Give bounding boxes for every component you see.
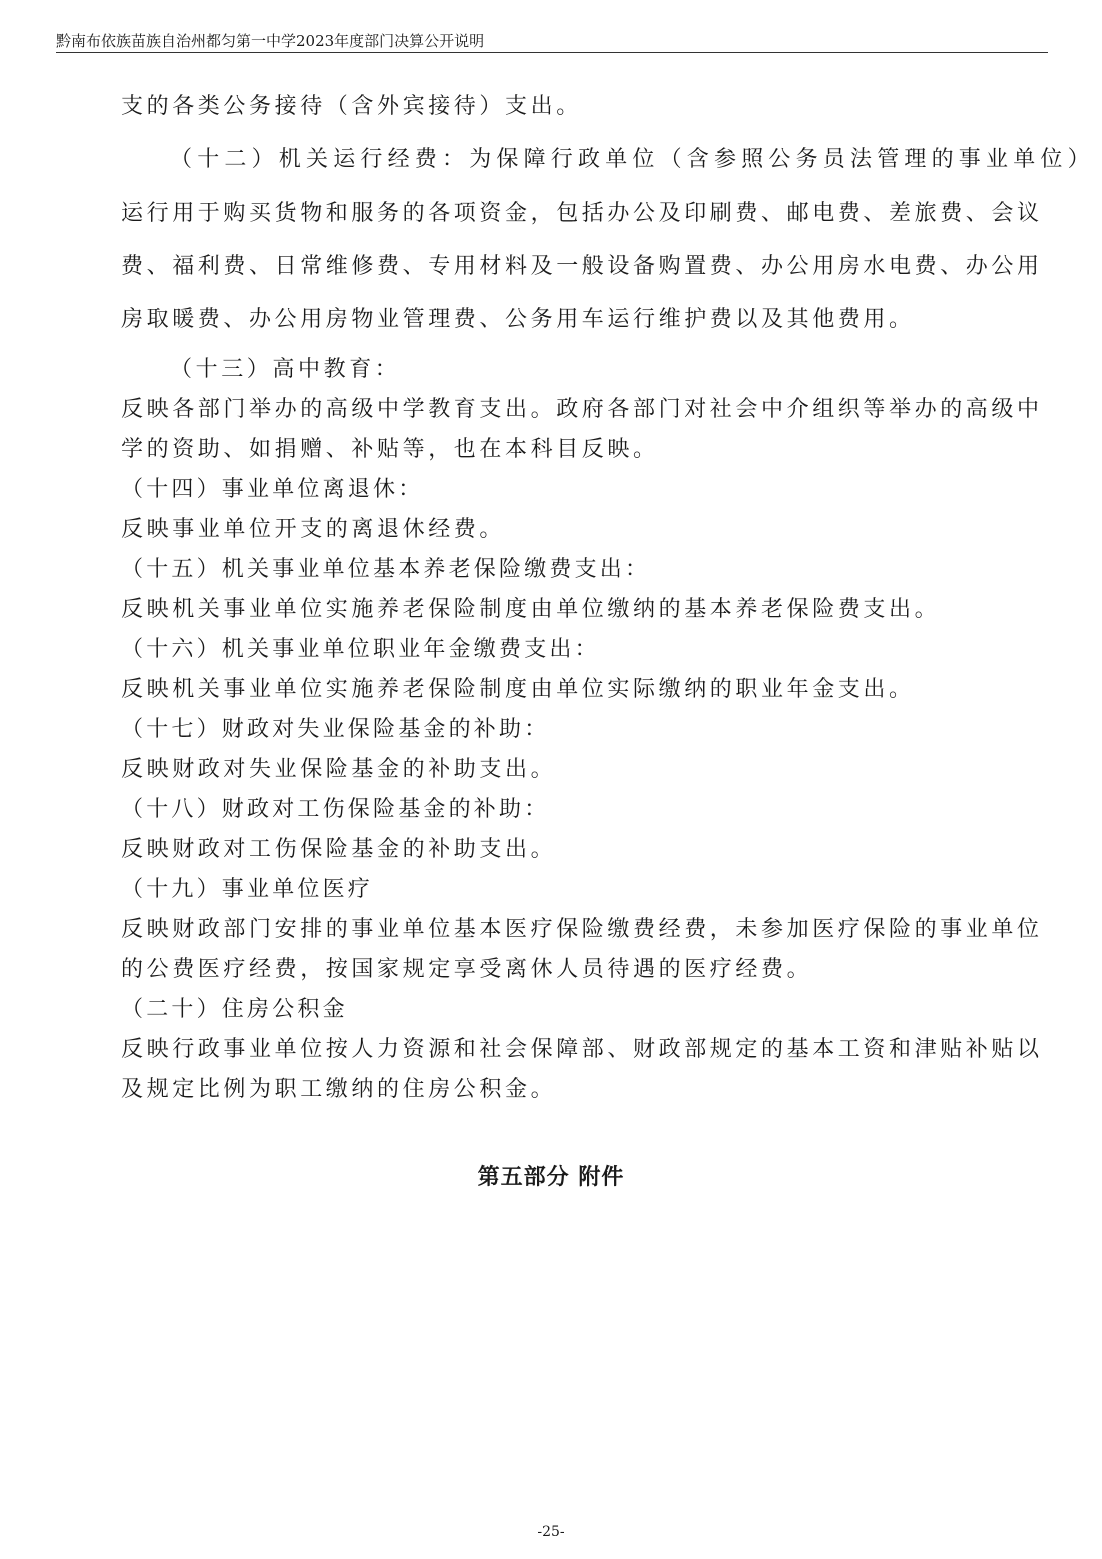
body-line: 及规定比例为职工缴纳的住房公积金。 bbox=[121, 1077, 557, 1102]
section-title: 第五部分 附件 bbox=[477, 1165, 625, 1190]
body-line: 反映财政部门安排的事业单位基本医疗保险缴费经费，未参加医疗保险的事业单位 bbox=[121, 917, 1043, 942]
body-line: 运行用于购买货物和服务的各项资金，包括办公及印刷费、邮电费、差旅费、会议 bbox=[121, 201, 1043, 226]
body-line: 反映行政事业单位按人力资源和社会保障部、财政部规定的基本工资和津贴补贴以 bbox=[121, 1037, 1043, 1062]
body-line: 的公费医疗经费，按国家规定享受离休人员待遇的医疗经费。 bbox=[121, 957, 813, 982]
header-divider bbox=[56, 52, 1048, 53]
body-line: 学的资助、如捐赠、补贴等，也在本科目反映。 bbox=[121, 437, 659, 462]
body-line: 反映机关事业单位实施养老保险制度由单位缴纳的基本养老保险费支出。 bbox=[121, 597, 941, 622]
page-number: -25- bbox=[537, 1524, 565, 1540]
subheading: （十四）事业单位离退休： bbox=[121, 477, 424, 502]
body-line: 反映各部门举办的高级中学教育支出。政府各部门对社会中介组织等举办的高级中 bbox=[121, 397, 1043, 422]
subheading: （十六）机关事业单位职业年金缴费支出： bbox=[121, 637, 600, 662]
body-line: 反映事业单位开支的离退休经费。 bbox=[121, 517, 506, 542]
body-line: 反映财政对工伤保险基金的补助支出。 bbox=[121, 837, 557, 862]
subheading: （十五）机关事业单位基本养老保险缴费支出： bbox=[121, 557, 651, 582]
body-line: 房取暖费、办公用房物业管理费、公务用车运行维护费以及其他费用。 bbox=[121, 307, 915, 332]
body-line: 反映财政对失业保险基金的补助支出。 bbox=[121, 757, 557, 782]
document-header: 黔南布依族苗族自治州都匀第一中学2023年度部门决算公开说明 bbox=[56, 32, 485, 50]
body-line: 费、福利费、日常维修费、专用材料及一般设备购置费、办公用房水电费、办公用 bbox=[121, 254, 1043, 279]
body-line: （十二）机关运行经费：为保障行政单位（含参照公务员法管理的事业单位） bbox=[170, 147, 1095, 172]
subheading: （十七）财政对失业保险基金的补助： bbox=[121, 717, 550, 742]
body-line: （十三）高中教育： bbox=[170, 357, 401, 382]
body-line: 反映机关事业单位实施养老保险制度由单位实际缴纳的职业年金支出。 bbox=[121, 677, 915, 702]
subheading: （十九）事业单位医疗 bbox=[121, 877, 374, 902]
subheading: （二十）住房公积金 bbox=[121, 997, 348, 1022]
subheading: （十八）财政对工伤保险基金的补助： bbox=[121, 797, 550, 822]
body-line: 支的各类公务接待（含外宾接待）支出。 bbox=[121, 94, 582, 119]
